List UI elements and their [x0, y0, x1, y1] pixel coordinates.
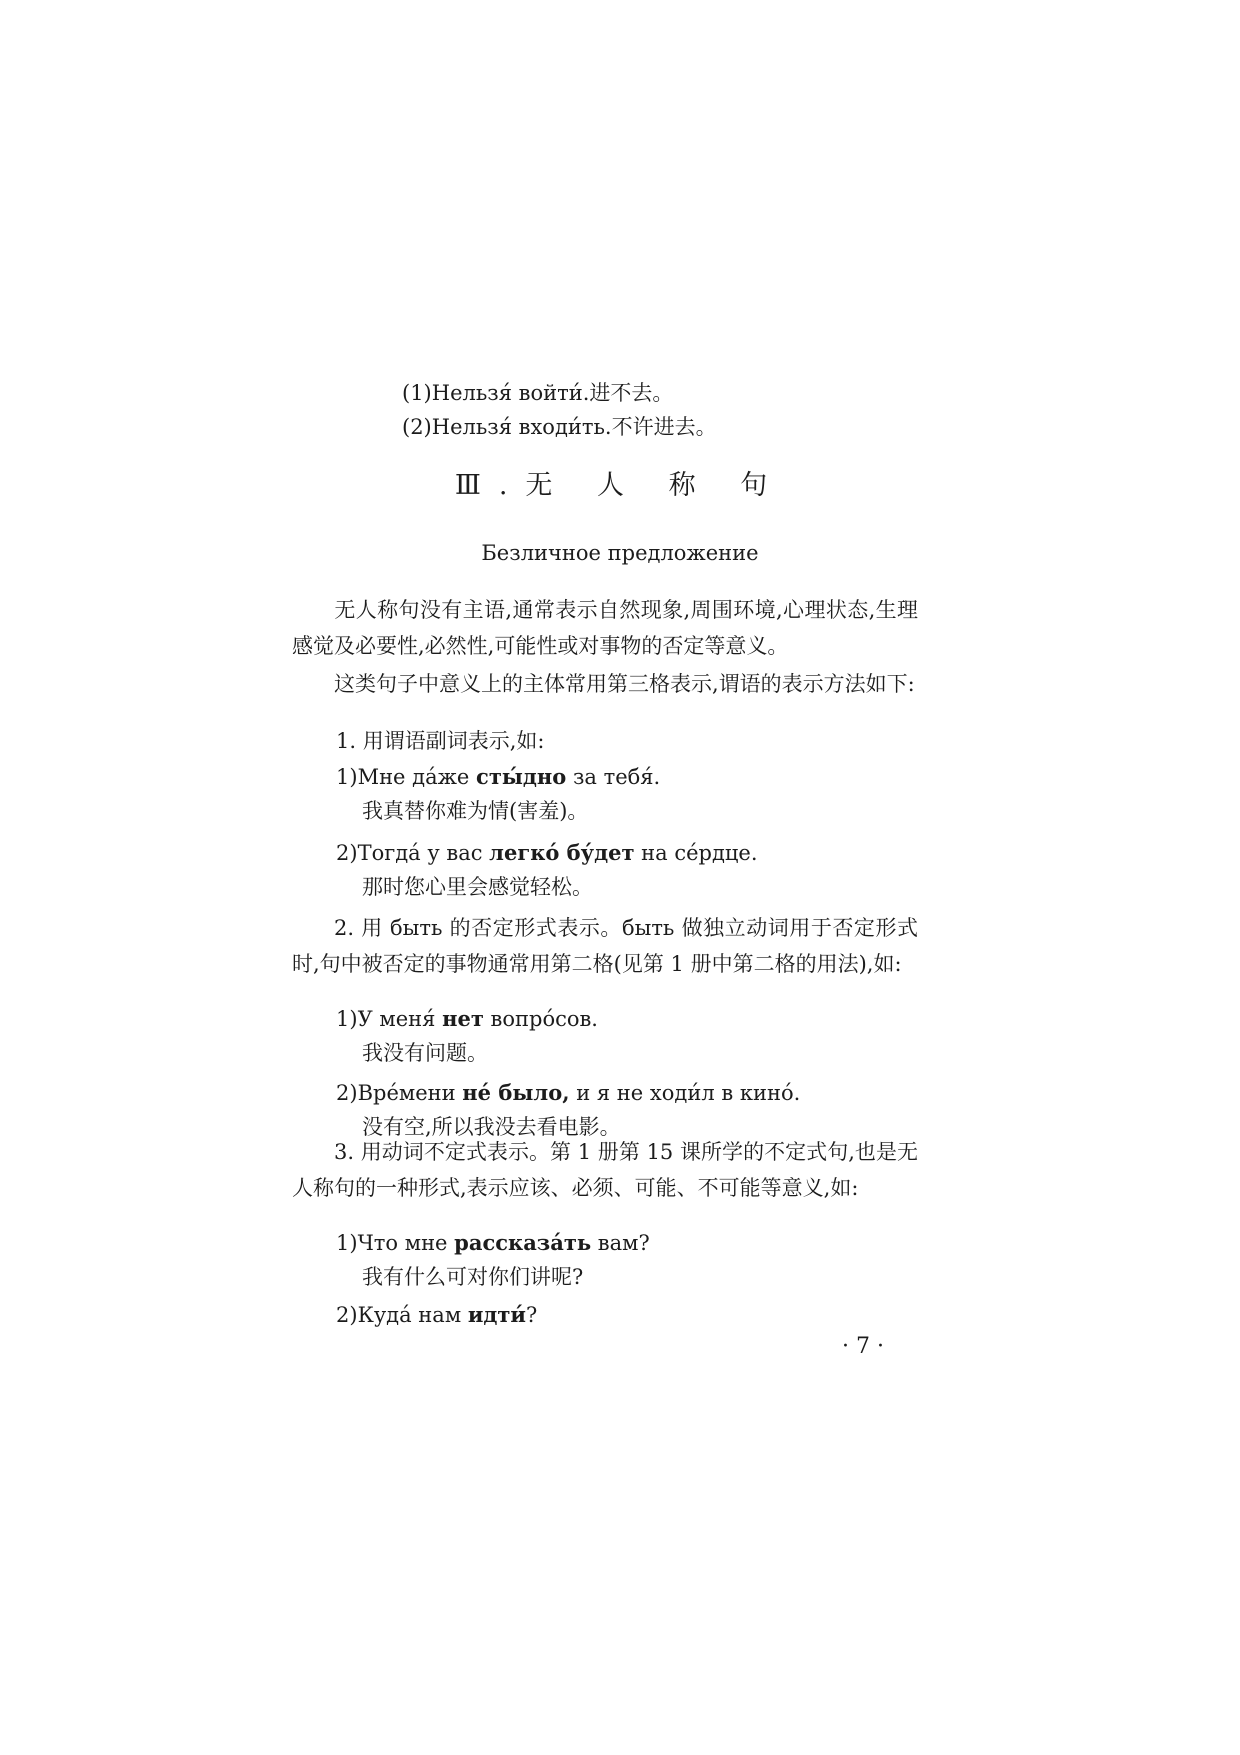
point-1-heading: 1. 用谓语副词表示,如: [336, 729, 545, 753]
russian-bold-text: нет [442, 1006, 484, 1031]
point-2-example-1 [336, 1004, 598, 1034]
point-2-paragraph [292, 910, 918, 982]
section-subtitle: Безличное предложение [481, 541, 759, 565]
russian-text: Вре́мени [357, 1081, 463, 1105]
russian-text: Тогда́ у вас [357, 841, 490, 865]
paragraph-text: 3. 用动词不定式表示。第 1 册第 15 课所学的不定式句,也是无人称句的一种形式,表示应该、必须、可能、不可能等意义,如: [292, 1140, 918, 1200]
example-top-1 [402, 378, 673, 408]
point-3-paragraph [292, 1134, 918, 1206]
example-number: 1) [336, 765, 358, 789]
russian-text: и я не ходи́л в кино́. [569, 1081, 801, 1105]
point-2-example-1-translation: 我没有问题。 [362, 1041, 488, 1065]
russian-bold-text: не́ было, [462, 1080, 570, 1105]
section-title: Ⅲ.无 人 称 句 [454, 470, 786, 501]
paragraph-text: 2. 用 быть 的否定形式表示。быть 做独立动词用于否定形式时,句中被否定的事物通常用第二格(见第 1 册中第二格的用法),如: [292, 916, 918, 976]
example-number: 1) [336, 1231, 358, 1255]
russian-text: ? [526, 1303, 538, 1327]
point-1-example-2 [336, 838, 758, 868]
russian-bold-text: рассказа́ть [454, 1230, 592, 1255]
chinese-translation: 不许进去。 [611, 415, 717, 439]
russian-bold-text: идти́ [467, 1302, 526, 1327]
russian-text: Мне да́же [357, 765, 477, 789]
russian-text: за тебя́. [566, 765, 661, 789]
chinese-translation: 进不去。 [589, 381, 674, 405]
point-1-example-1-translation: 我真替你难为情(害羞)。 [362, 799, 589, 823]
point-3-example-1-translation: 我有什么可对你们讲呢? [362, 1265, 584, 1289]
point-2-example-2-translation: 没有空,所以我没去看电影。 [362, 1115, 621, 1139]
russian-bold-text: сты́дно [476, 764, 567, 789]
intro-text: 无人称句没有主语,通常表示自然现象,周围环境,心理状态,生理感觉及必要性,必然性,可能性或对事物的否定等意义。 [292, 598, 918, 658]
example-number: 2) [336, 1303, 358, 1327]
paragraph-text: 这类句子中意义上的主体常用第三格表示,谓语的表示方法如下: [334, 672, 915, 696]
paragraph-predicate-methods [292, 666, 918, 702]
russian-text: Куда́ нам [357, 1303, 468, 1327]
example-top-2 [402, 412, 717, 442]
example-number: 2) [336, 841, 358, 865]
point-1-example-1 [336, 762, 660, 792]
example-number: 2) [336, 1081, 358, 1105]
point-3-example-1 [336, 1228, 650, 1258]
intro-paragraph [292, 592, 918, 664]
russian-text: Нельзя́ входи́ть. [431, 415, 612, 439]
russian-text: Что мне [357, 1231, 455, 1255]
point-2-example-2 [336, 1078, 800, 1108]
russian-text: на се́рдце. [634, 841, 758, 865]
russian-text: вопро́сов. [483, 1007, 598, 1031]
point-3-example-2 [336, 1300, 537, 1330]
russian-text: У меня́ [357, 1007, 443, 1031]
example-number: (1) [402, 381, 432, 405]
page-number: · 7 · [842, 1334, 884, 1359]
point-1-example-2-translation: 那时您心里会感觉轻松。 [362, 875, 593, 899]
example-number: 1) [336, 1007, 358, 1031]
russian-text: вам? [591, 1231, 650, 1255]
example-number: (2) [402, 415, 432, 439]
russian-bold-text: легко́ бу́дет [489, 840, 635, 865]
russian-text: Нельзя́ войти́. [431, 381, 590, 405]
